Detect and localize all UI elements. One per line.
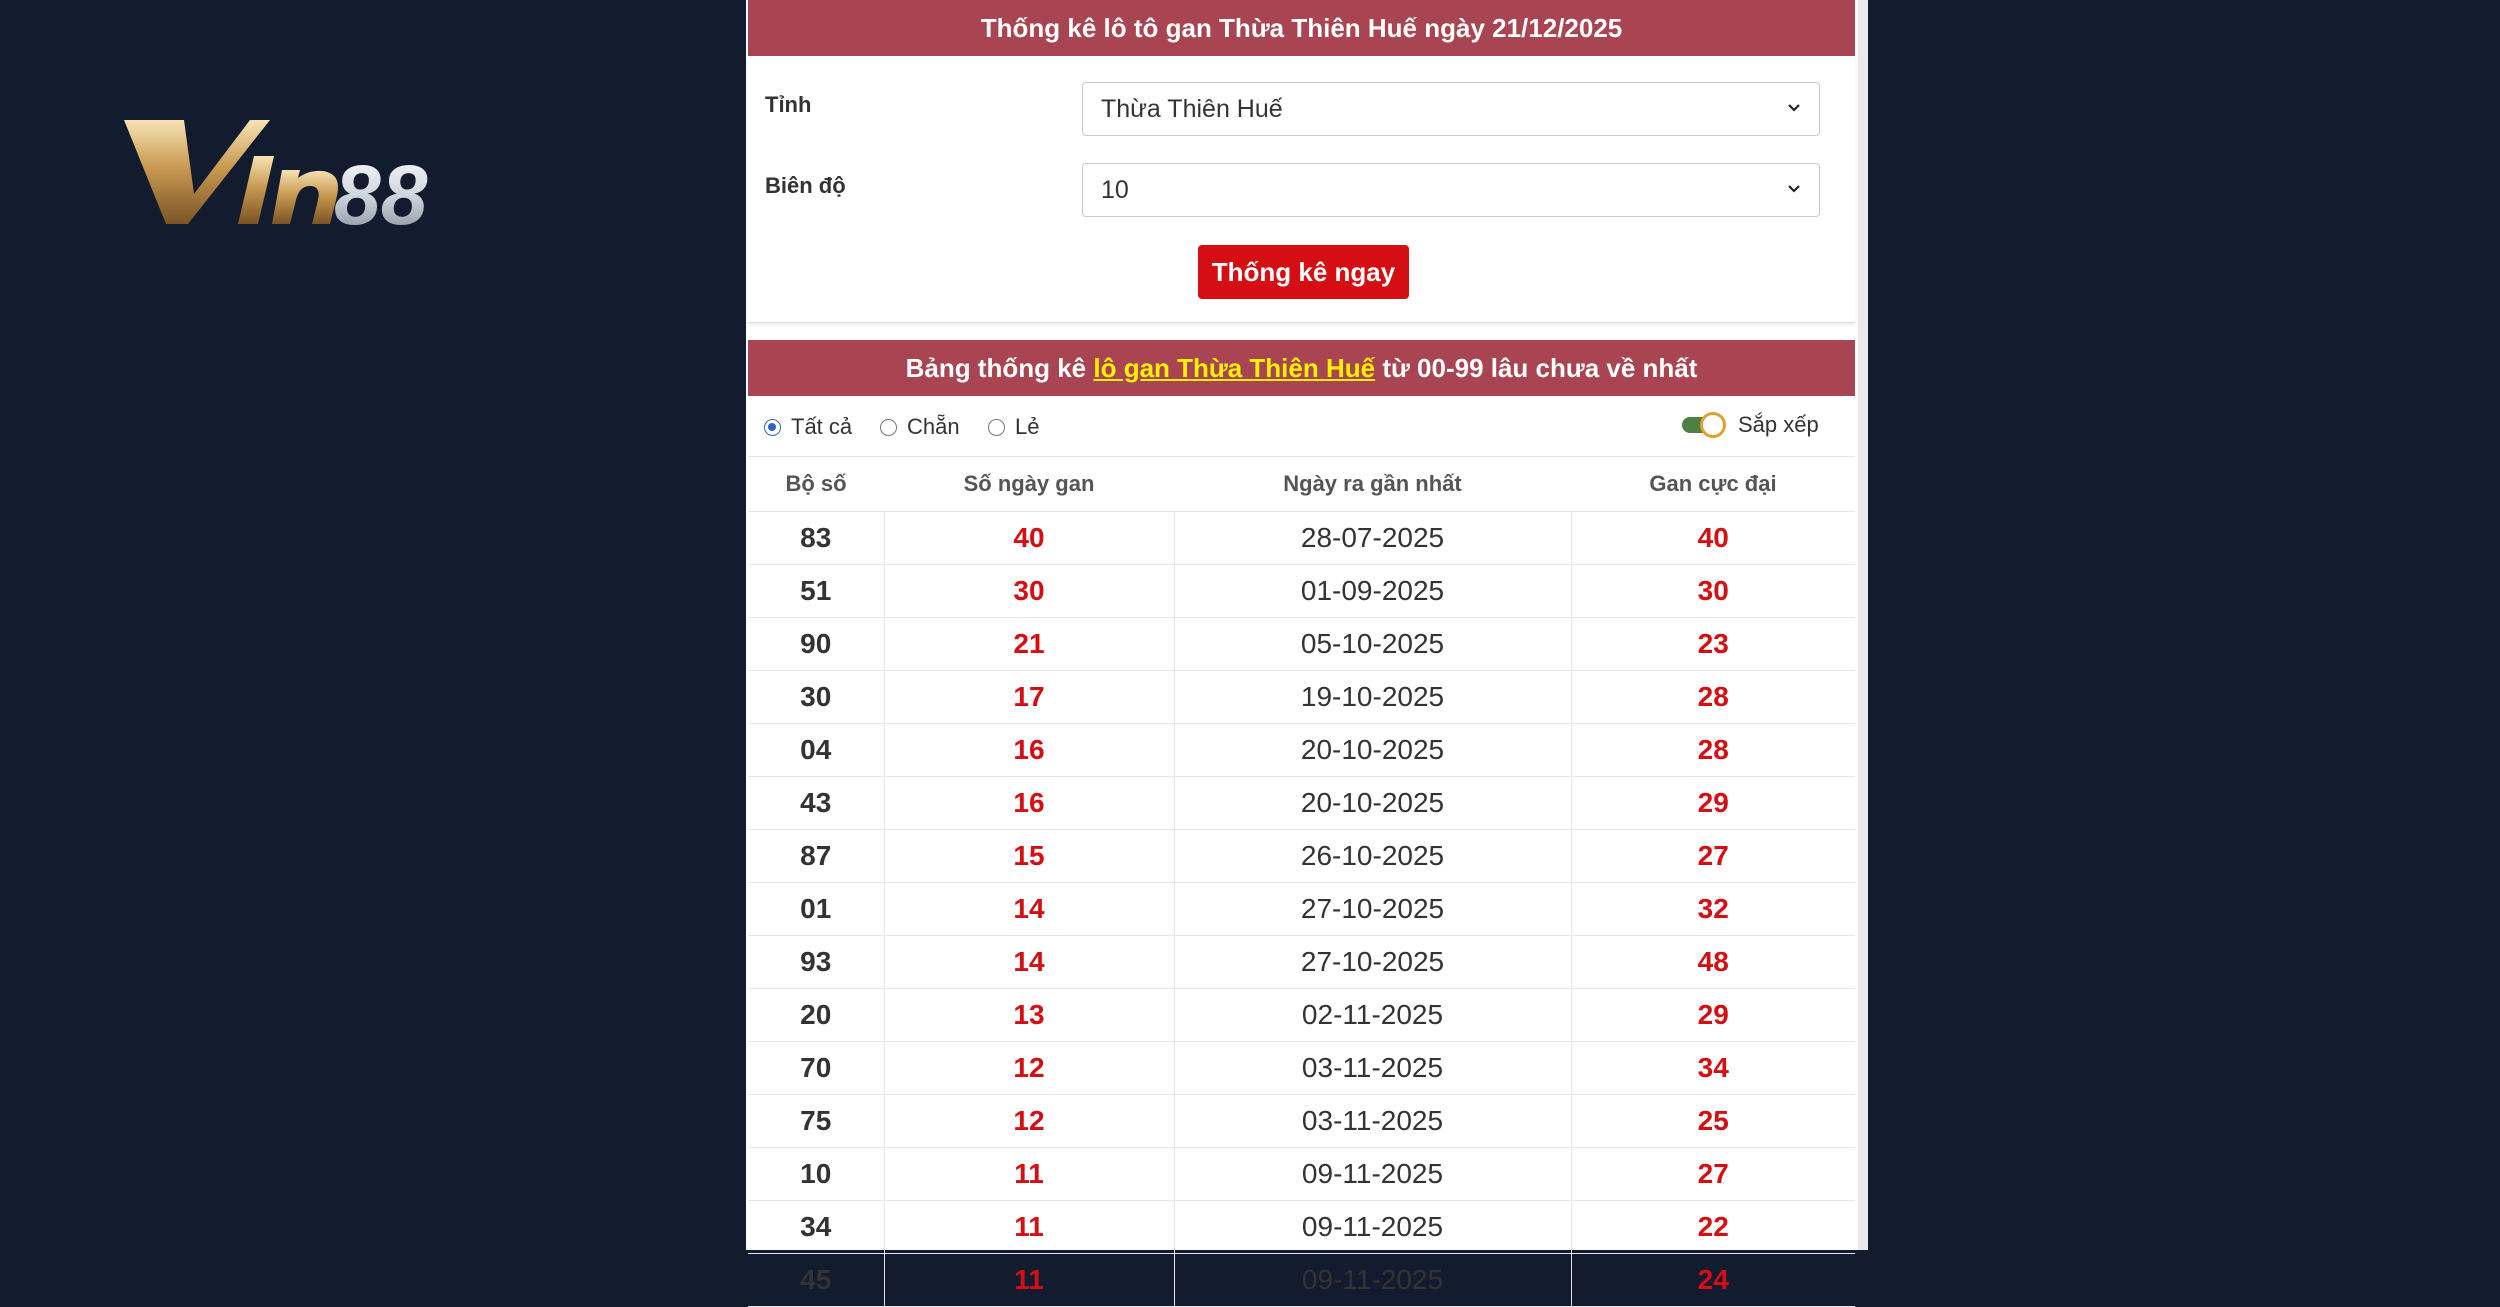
cell-number: 34	[748, 1201, 884, 1254]
cell-max-gan: 30	[1571, 565, 1855, 618]
stats-table	[748, 457, 1855, 1307]
cell-gan-days: 17	[884, 671, 1174, 724]
cell-last-date: 02-11-2025	[1174, 989, 1571, 1042]
cell-max-gan: 40	[1571, 512, 1855, 565]
cell-max-gan: 27	[1571, 830, 1855, 883]
radio-unchecked-icon	[880, 419, 897, 436]
cell-number: 10	[748, 1148, 884, 1201]
range-select[interactable]	[1082, 163, 1820, 217]
filter-odd-radio[interactable]	[988, 414, 1039, 440]
chevron-down-icon	[1783, 178, 1805, 200]
cell-last-date: 26-10-2025	[1174, 830, 1571, 883]
table-row	[748, 1042, 1855, 1095]
cell-gan-days: 16	[884, 724, 1174, 777]
sort-toggle-label: Sắp xếp	[1738, 412, 1819, 437]
range-label: Biên độ	[765, 173, 846, 198]
cell-number: 93	[748, 936, 884, 989]
cell-last-date: 01-09-2025	[1174, 565, 1571, 618]
cell-number: 87	[748, 830, 884, 883]
cell-number: 04	[748, 724, 884, 777]
table-row	[748, 565, 1855, 618]
cell-max-gan: 24	[1571, 1254, 1855, 1307]
column-header: Gan cực đại	[1571, 457, 1855, 512]
vin88-logo[interactable]	[122, 112, 482, 242]
cell-gan-days: 13	[884, 989, 1174, 1042]
table-row	[748, 671, 1855, 724]
cell-last-date: 27-10-2025	[1174, 883, 1571, 936]
cell-gan-days: 11	[884, 1201, 1174, 1254]
cell-last-date: 05-10-2025	[1174, 618, 1571, 671]
svg-text:88: 88	[334, 148, 428, 242]
cell-number: 75	[748, 1095, 884, 1148]
table-body	[748, 512, 1855, 1307]
cell-max-gan: 32	[1571, 883, 1855, 936]
cell-number: 45	[748, 1254, 884, 1307]
cell-last-date: 20-10-2025	[1174, 724, 1571, 777]
sort-toggle[interactable]	[1682, 410, 1819, 440]
cell-gan-days: 14	[884, 936, 1174, 989]
range-select-value: 10	[1101, 175, 1129, 204]
cell-number: 01	[748, 883, 884, 936]
radio-unchecked-icon	[988, 419, 1005, 436]
table-row	[748, 936, 1855, 989]
stats-title	[748, 340, 1855, 396]
cell-last-date: 09-11-2025	[1174, 1254, 1571, 1307]
cell-number: 83	[748, 512, 884, 565]
table-row	[748, 1148, 1855, 1201]
radio-checked-icon	[764, 419, 781, 436]
filter-odd-label: Lẻ	[1015, 414, 1040, 439]
table-row	[748, 777, 1855, 830]
table-row	[748, 1254, 1855, 1307]
column-header: Bộ số	[748, 457, 884, 512]
stats-title-link[interactable]: lô gan Thừa Thiên Huế	[1093, 352, 1376, 383]
chevron-down-icon	[1783, 97, 1805, 119]
cell-gan-days: 11	[884, 1148, 1174, 1201]
filter-row	[748, 396, 1855, 457]
table-row	[748, 1201, 1855, 1254]
cell-gan-days: 12	[884, 1095, 1174, 1148]
cell-number: 43	[748, 777, 884, 830]
cell-gan-days: 12	[884, 1042, 1174, 1095]
province-select[interactable]	[1082, 82, 1820, 136]
main-content	[746, 0, 1868, 1295]
cell-max-gan: 25	[1571, 1095, 1855, 1148]
stats-title-suffix: từ 00-99 lâu chưa về nhất	[1375, 352, 1698, 383]
filter-even-label: Chẵn	[907, 414, 960, 439]
toggle-switch-icon	[1682, 410, 1730, 440]
filter-all-radio[interactable]	[764, 414, 852, 440]
cell-gan-days: 11	[884, 1254, 1174, 1307]
cell-last-date: 09-11-2025	[1174, 1148, 1571, 1201]
filter-form	[748, 56, 1855, 323]
cell-gan-days: 16	[884, 777, 1174, 830]
cell-gan-days: 14	[884, 883, 1174, 936]
cell-number: 70	[748, 1042, 884, 1095]
filter-all-label: Tất cả	[791, 414, 853, 439]
cell-max-gan: 28	[1571, 724, 1855, 777]
table-row	[748, 512, 1855, 565]
column-header: Số ngày gan	[884, 457, 1174, 512]
cell-last-date: 19-10-2025	[1174, 671, 1571, 724]
cell-max-gan: 27	[1571, 1148, 1855, 1201]
cell-max-gan: 34	[1571, 1042, 1855, 1095]
cell-last-date: 27-10-2025	[1174, 936, 1571, 989]
cell-max-gan: 22	[1571, 1201, 1855, 1254]
table-row	[748, 830, 1855, 883]
cell-number: 20	[748, 989, 884, 1042]
province-select-value: Thừa Thiên Huế	[1101, 94, 1283, 123]
cell-gan-days: 15	[884, 830, 1174, 883]
cell-last-date: 20-10-2025	[1174, 777, 1571, 830]
cell-last-date: 28-07-2025	[1174, 512, 1571, 565]
cell-last-date: 03-11-2025	[1174, 1095, 1571, 1148]
cell-max-gan: 23	[1571, 618, 1855, 671]
cell-number: 51	[748, 565, 884, 618]
table-row	[748, 724, 1855, 777]
stats-title-prefix: Bảng thống kê	[905, 352, 1094, 383]
cell-last-date: 03-11-2025	[1174, 1042, 1571, 1095]
cell-max-gan: 29	[1571, 777, 1855, 830]
cell-max-gan: 28	[1571, 671, 1855, 724]
province-label: Tỉnh	[765, 92, 812, 117]
submit-button[interactable]: Thống kê ngay	[1198, 245, 1409, 299]
cell-number: 90	[748, 618, 884, 671]
cell-max-gan: 48	[1571, 936, 1855, 989]
cell-number: 30	[748, 671, 884, 724]
table-row	[748, 618, 1855, 671]
cell-max-gan: 29	[1571, 989, 1855, 1042]
table-row	[748, 989, 1855, 1042]
filter-even-radio[interactable]	[880, 414, 960, 440]
table-row	[748, 883, 1855, 936]
column-header: Ngày ra gần nhất	[1174, 457, 1571, 512]
cell-gan-days: 40	[884, 512, 1174, 565]
cell-gan-days: 30	[884, 565, 1174, 618]
table-row	[748, 1095, 1855, 1148]
cell-gan-days: 21	[884, 618, 1174, 671]
table-header-row	[748, 457, 1855, 512]
form-title: Thống kê lô tô gan Thừa Thiên Huế ngày 21/12/2025	[748, 0, 1855, 56]
cell-last-date: 09-11-2025	[1174, 1201, 1571, 1254]
